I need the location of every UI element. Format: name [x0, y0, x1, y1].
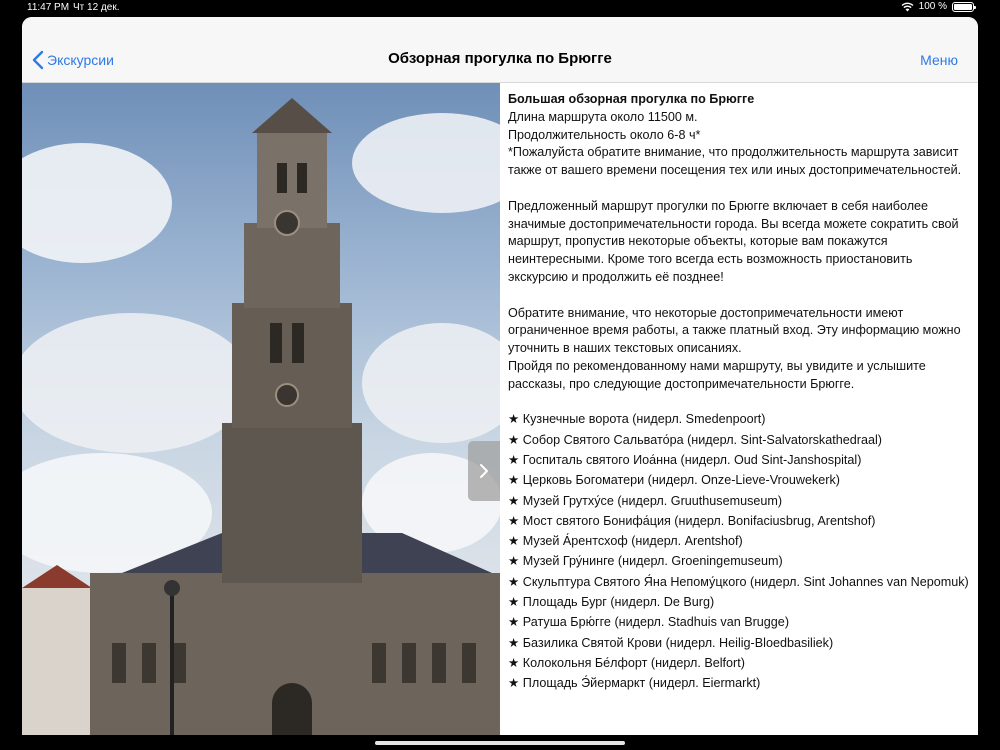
list-item: ★ Колокольня Бе́лфорт (нидерл. Belfort) — [508, 655, 745, 670]
sights-list — [508, 411, 970, 693]
home-indicator[interactable] — [375, 741, 625, 745]
list-item: ★ Площадь Бург (нидерл. De Burg) — [508, 595, 715, 610]
list-item: ★ Госпиталь святого Иоа́нна (нидерл. Oud Sint-Janshospital) — [508, 452, 862, 467]
tour-length: Длина маршрута около 11500 м. — [508, 109, 698, 124]
menu-button[interactable]: Меню — [920, 52, 958, 68]
list-item: ★ Ратуша Брю́гге (нидерл. Stadhuis van Brugge) — [508, 615, 790, 630]
chevron-right-icon — [479, 463, 489, 479]
tour-description — [500, 83, 978, 735]
list-item: ★ Музей А́рентсхоф (нидерл. Arentshof) — [508, 534, 743, 549]
list-item: ★ Кузнечные ворота (нидерл. Smedenpoort) — [508, 412, 766, 427]
status-right — [901, 1, 974, 12]
list-item: ★ Скульптура Святого Я́на Непому́цкого (нидерл. Sint Johannes van Nepomuk) — [508, 574, 969, 589]
navigation-bar — [22, 17, 978, 83]
battery-icon — [952, 2, 974, 12]
tour-paragraph-1: Предложенный маршрут прогулки по Брюгге включает в себя наиболее значимые достопримечательности города. Вы всегда можете сократить свой маршрут, пропустив некоторые объекты, которые вам покажутся неинтересными. Кроме того всегда есть возможность приостановить экскурсию и продолжить её позднее! — [508, 198, 959, 284]
app-window — [22, 17, 978, 735]
list-item: ★ Базилика Святой Крови (нидерл. Heilig-Bloedbasiliek) — [508, 635, 834, 650]
tour-duration: Продолжительность около 6-8 ч* — [508, 127, 701, 142]
list-item: ★ Площадь Э́йермаркт (нидерл. Eiermarkt) — [508, 676, 761, 691]
list-item: ★ Мост святого Бонифа́ция (нидерл. Bonifaciusbrug, Arentshof) — [508, 513, 876, 528]
tour-note: *Пожалуйста обратите внимание, что продолжительность маршрута зависит также от вашего времени посещения тех или иных достопримечательностей. — [508, 145, 962, 178]
tour-paragraph-3: Пройдя по рекомендованному нами маршруту, вы увидите и услышите рассказы, про следующие достопримечательности Брюгге. — [508, 358, 926, 391]
back-button-label: Экскурсии — [47, 52, 114, 68]
battery-percent: 100 % — [918, 1, 947, 12]
status-bar — [0, 0, 1000, 16]
belfry-photo — [22, 83, 500, 735]
tour-paragraph-2: Обратите внимание, что некоторые достопримечательности имеют ограниченное время работы, а также платный вход. Эту информацию можно уточнить в наших текстовых описаниях. — [508, 305, 961, 356]
tour-heading: Большая обзорная прогулка по Брюгге — [508, 92, 755, 106]
status-date: Чт 12 дек. — [73, 2, 120, 13]
list-item: ★ Музей Гру́нинге (нидерл. Groeningemuseum) — [508, 554, 783, 569]
list-item: ★ Музей Грутху́се (нидерл. Gruuthusemuseum) — [508, 493, 783, 508]
list-item: ★ Церковь Богоматери (нидерл. Onze-Lieve-Vrouwekerk) — [508, 473, 840, 488]
next-photo-button[interactable] — [468, 441, 500, 501]
status-time: 11:47 PM — [27, 2, 70, 13]
wifi-icon — [901, 2, 914, 12]
list-item: ★ Собор Святого Сальвато́ра (нидерл. Sint-Salvatorskathedraal) — [508, 432, 882, 447]
page-title: Обзорная прогулка по Брюгге — [388, 50, 612, 67]
